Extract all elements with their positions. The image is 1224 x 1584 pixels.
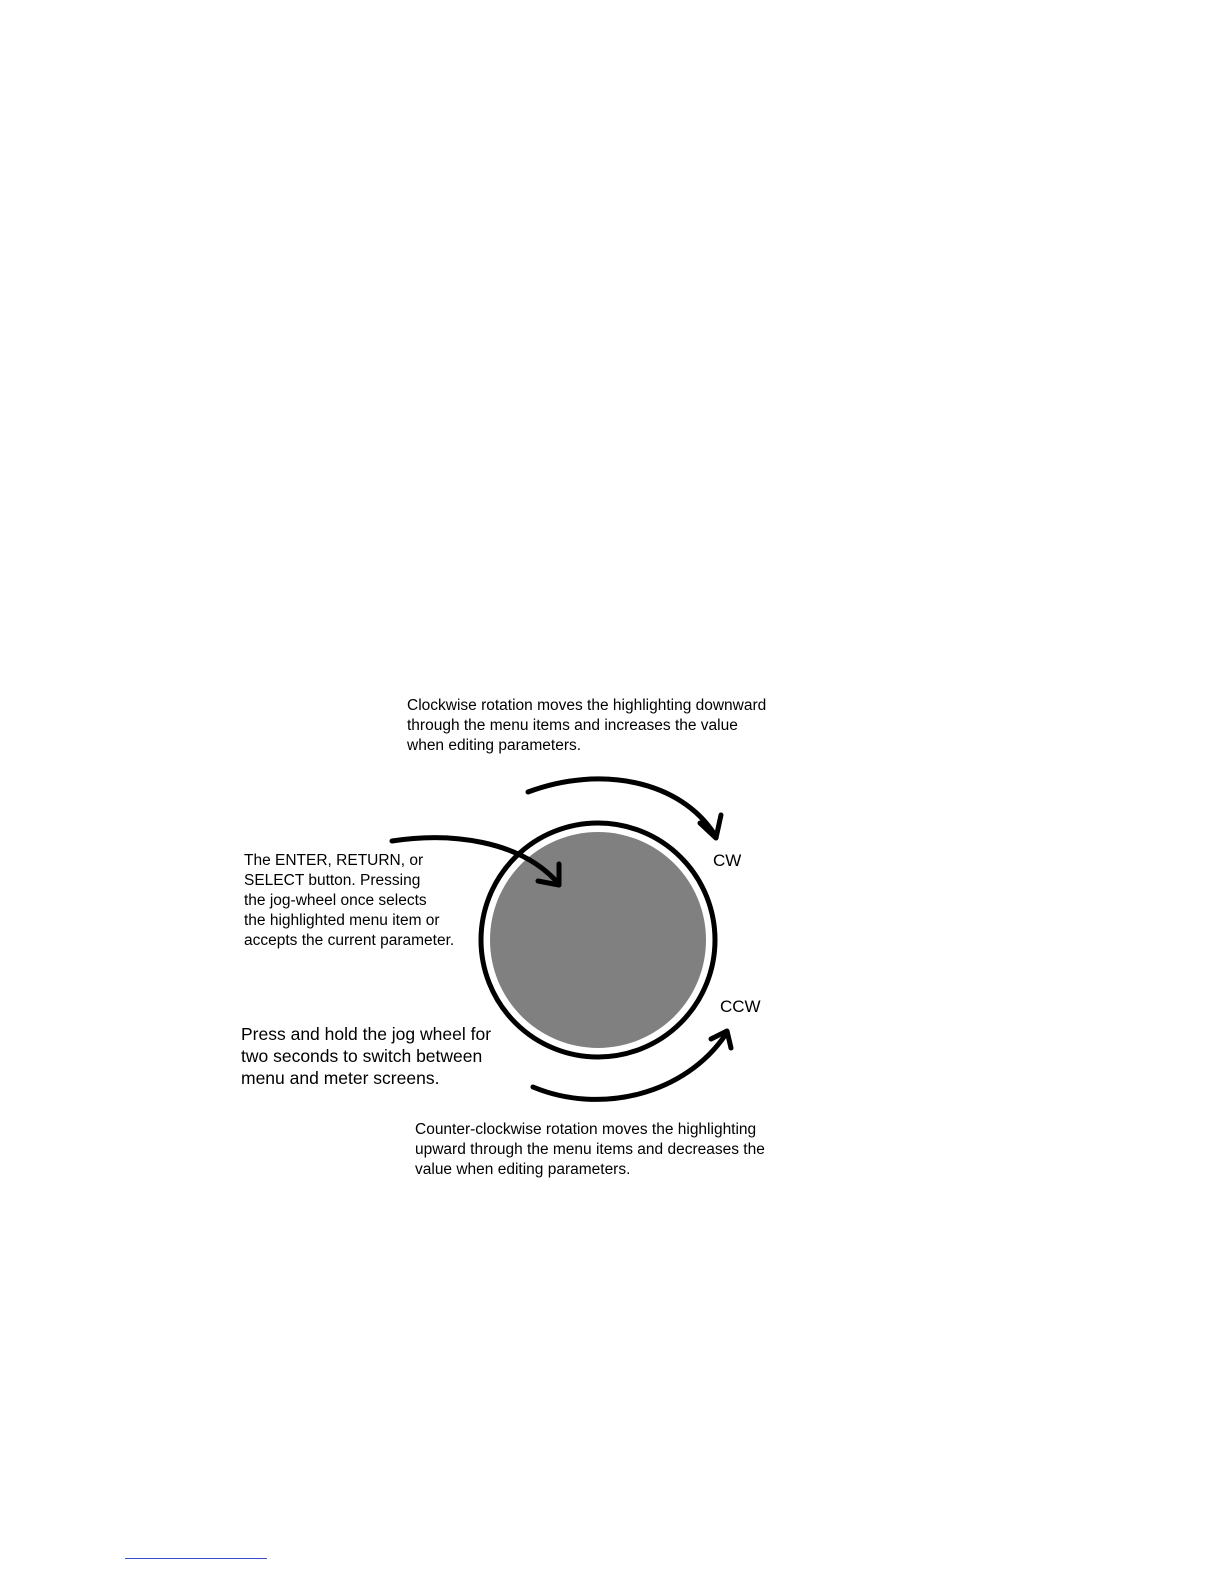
- ccw-label: CCW: [720, 997, 761, 1016]
- caption-line: Press and hold the jog wheel for: [241, 1024, 492, 1044]
- press-hold-caption: [241, 1023, 491, 1089]
- caption-line: menu and meter screens.: [241, 1068, 440, 1088]
- caption-line: SELECT button. Pressing: [244, 872, 421, 889]
- caption-line: value when editing parameters.: [415, 1161, 631, 1178]
- counter-clockwise-caption: [415, 1120, 765, 1180]
- caption-line: The ENTER, RETURN, or: [244, 852, 424, 869]
- caption-line: two seconds to switch between: [241, 1046, 483, 1066]
- caption-line: through the menu items and increases the value: [407, 717, 738, 734]
- caption-line: when editing parameters.: [407, 737, 582, 754]
- footnote-separator: [125, 1558, 267, 1559]
- jog-wheel-face: [490, 832, 706, 1048]
- caption-line: Clockwise rotation moves the highlighting downward: [407, 697, 767, 714]
- caption-line: the highlighted menu item or: [244, 912, 440, 929]
- ccw-arrow-arc: [533, 1034, 726, 1099]
- caption-line: upward through the menu items and decreases the: [415, 1141, 765, 1158]
- caption-line: the jog-wheel once selects: [244, 892, 427, 909]
- clockwise-caption: [407, 696, 766, 756]
- caption-line: accepts the current parameter.: [244, 932, 455, 949]
- cw-label: CW: [713, 851, 742, 870]
- enter-button-caption: [244, 851, 454, 951]
- caption-line: Counter-clockwise rotation moves the highlighting: [415, 1121, 757, 1138]
